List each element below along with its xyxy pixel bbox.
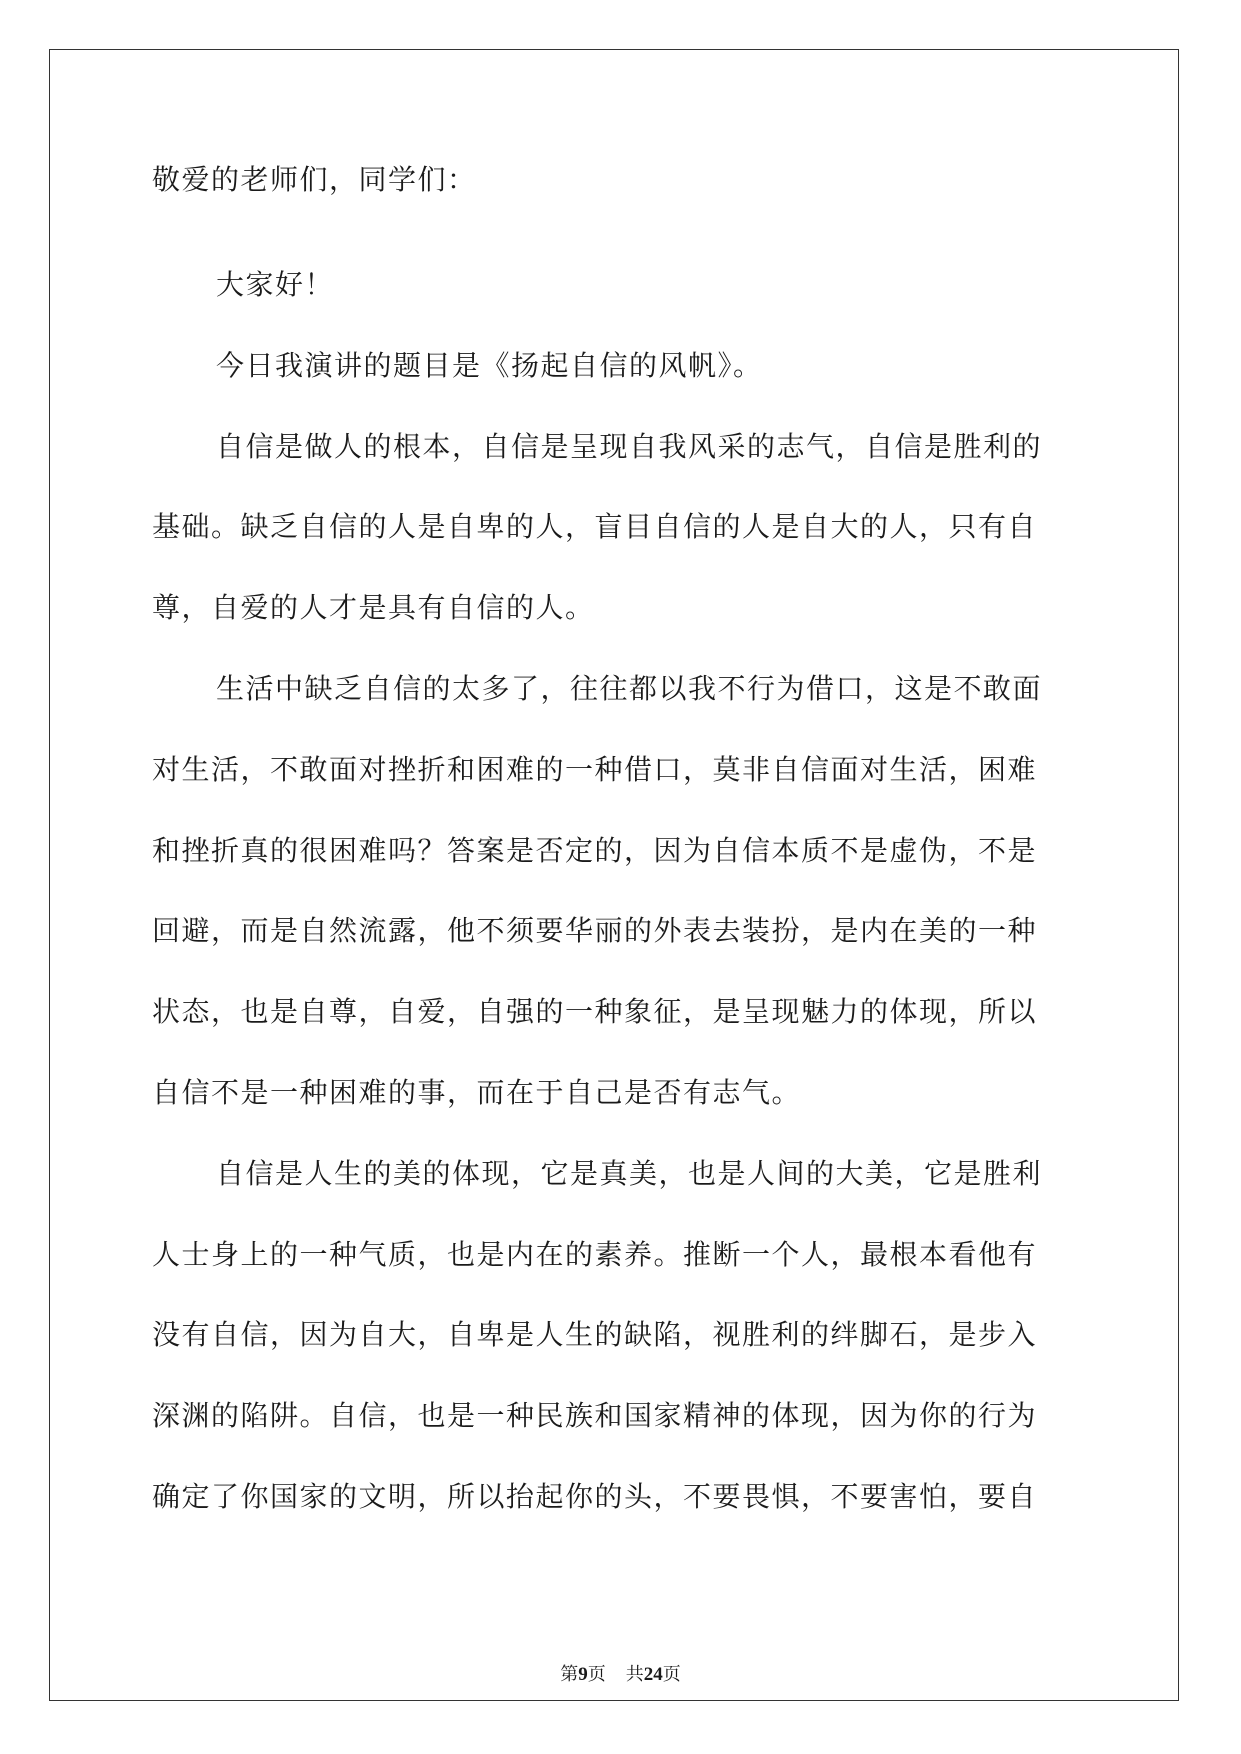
salutation-line: 敬爱的老师们，同学们： [152, 163, 477, 196]
total-suffix: 页 [662, 1664, 681, 1685]
paragraph-line: 基础。缺乏自信的人是自卑的人，盲目自信的人是自大的人，只有自 [152, 510, 1038, 544]
page-prefix: 第 [560, 1664, 579, 1685]
paragraph-line: 自信是做人的根本，自信是呈现自我风采的志气，自信是胜利的 [216, 429, 1043, 463]
paragraph-line: 自信是人生的美的体现，它是真美，也是人间的大美，它是胜利 [216, 1156, 1043, 1190]
paragraph-line: 尊，自爱的人才是具有自信的人。 [152, 591, 595, 625]
paragraph-line: 对生活，不敢面对挫折和困难的一种借口，莫非自信面对生活，困难 [152, 752, 1038, 786]
page-number: 9 [578, 1664, 588, 1685]
speech-body [152, 165, 1088, 1538]
paragraph-line: 确定了你国家的文明，所以抬起你的头，不要畏惧，不要害怕，要自 [152, 1479, 1038, 1513]
paragraph-line: 人士身上的一种气质，也是内在的素养。推断一个人，最根本看他有 [152, 1237, 1038, 1271]
page-suffix: 页 [587, 1664, 606, 1685]
total-prefix: 共 [625, 1664, 644, 1685]
greeting-line: 大家好！ [216, 268, 335, 301]
page-footer [0, 1660, 1241, 1686]
paragraph-line: 没有自信，因为自大，自卑是人生的缺陷，视胜利的绊脚石，是步入 [152, 1318, 1038, 1352]
paragraph-line: 和挫折真的很困难吗？答案是否定的，因为自信本质不是虚伪，不是 [152, 833, 1038, 867]
paragraph-line: 回避，而是自然流露，他不须要华丽的外表去装扮，是内在美的一种 [152, 914, 1038, 948]
paragraph-line: 生活中缺乏自信的太多了，往往都以我不行为借口，这是不敢面 [216, 671, 1043, 705]
paragraph-line: 状态，也是自尊，自爱，自强的一种象征，是呈现魅力的体现，所以 [152, 995, 1038, 1029]
topic-line: 今日我演讲的题目是《扬起自信的风帆》。 [216, 348, 763, 382]
paragraph-line: 深渊的陷阱。自信，也是一种民族和国家精神的体现，因为你的行为 [152, 1399, 1038, 1433]
total-pages: 24 [643, 1664, 663, 1685]
paragraph-line: 自信不是一种困难的事，而在于自己是否有志气。 [152, 1075, 802, 1109]
